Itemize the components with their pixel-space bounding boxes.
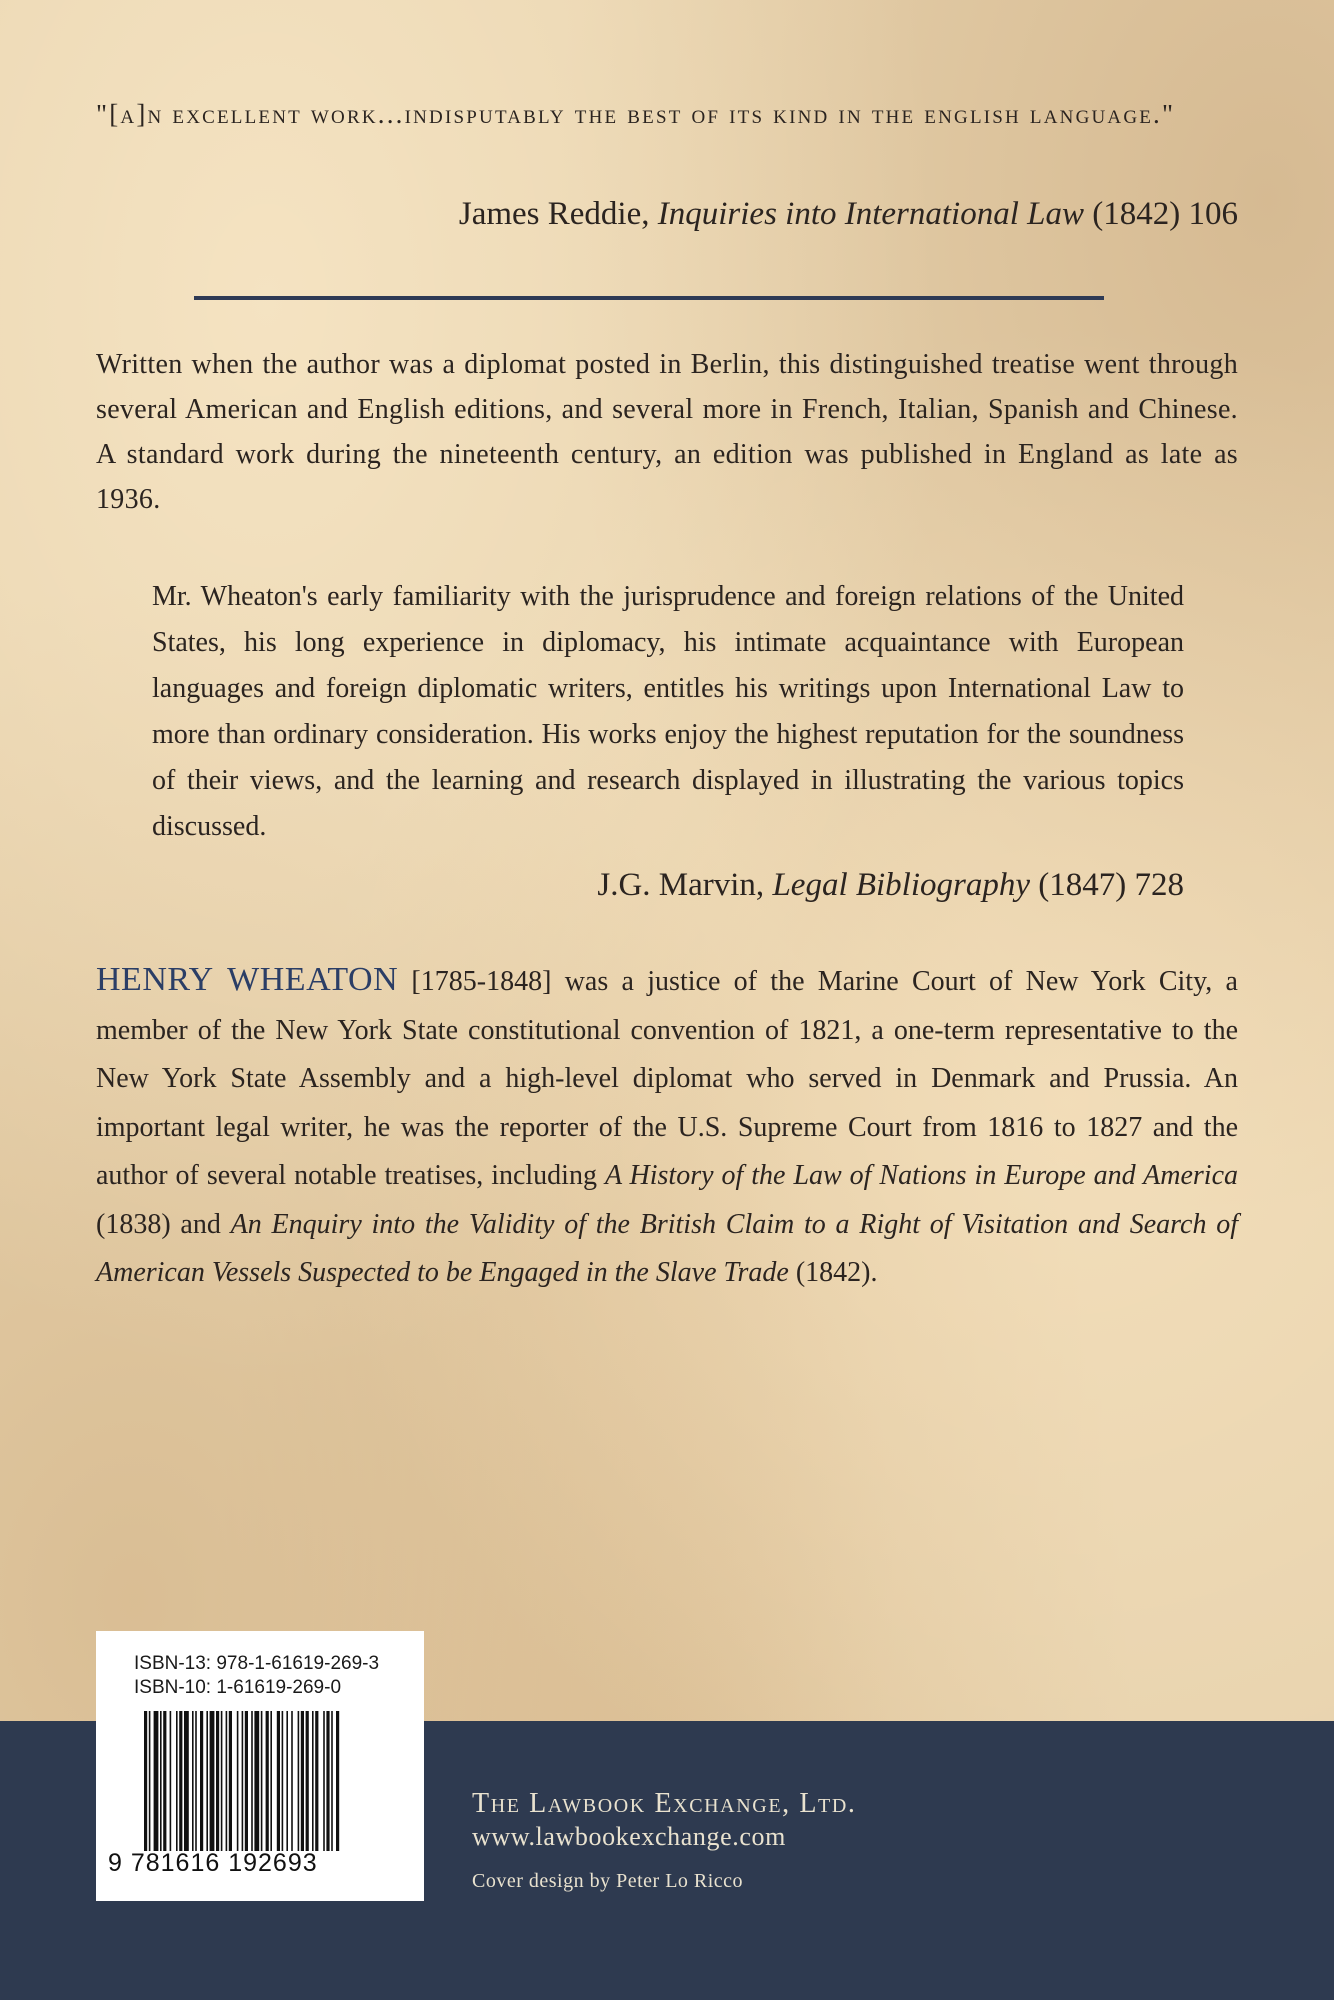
attribution-year-page: (1842) 106	[1084, 196, 1238, 232]
attribution-author: J.G. Marvin,	[597, 867, 773, 903]
barcode-bar	[184, 1711, 189, 1851]
barcode-panel	[96, 1631, 424, 1901]
attribution-title: Inquiries into International Law	[657, 196, 1085, 232]
barcode-bar	[315, 1711, 318, 1851]
book-description: Written when the author was a diplomat posted in Berlin, this distinguished treatise went through several American and English editions, and several more in French, Italian, Spanish and Chinese. A standard work during the nineteenth century, an edition was published in England as late as 1936.	[96, 349, 1238, 515]
barcode-bar	[298, 1711, 300, 1851]
barcode-bar	[282, 1711, 284, 1851]
barcode-bar	[170, 1711, 172, 1851]
publisher-url: www.lawbookexchange.com	[472, 1822, 786, 1851]
bio-title-1: A History of the Law of Nations in Europe and America	[604, 1160, 1238, 1191]
barcode-bar	[160, 1711, 162, 1851]
barcode-digits: 9 781616 192693	[108, 1849, 318, 1877]
barcode-bar	[149, 1711, 151, 1851]
barcode-bar	[154, 1711, 159, 1851]
barcode-bar	[245, 1711, 248, 1851]
barcode-bar	[242, 1711, 244, 1851]
bio-text-3: (1842).	[788, 1257, 878, 1288]
review-attribution-marvin	[597, 867, 1184, 904]
bio-text-2: (1838) and	[96, 1208, 231, 1240]
barcode-bar	[195, 1711, 197, 1851]
cover-design-credit: Cover design by Peter Lo Ricco	[472, 1870, 744, 1892]
barcode-bar	[210, 1711, 215, 1851]
review-quote-text: "[a]n excellent work...indisputably the best of its kind in the english language."	[96, 99, 1176, 129]
divider-rule	[194, 296, 1104, 300]
review-attribution-reddie	[459, 196, 1238, 233]
barcode-bar	[229, 1711, 232, 1851]
barcode-bar	[179, 1711, 182, 1851]
barcode-bar	[163, 1711, 166, 1851]
isbn-13: ISBN-13: 978-1-61619-269-3	[134, 1653, 380, 1674]
barcode-bar	[216, 1711, 219, 1851]
barcode-icon	[144, 1711, 388, 1851]
barcode-bar	[301, 1711, 304, 1851]
bio-title-2: An Enquiry into the Validity of the British Claim to a Right of Visitation and Search of American Vessels Suspected to be Engaged in the Slave Trade	[96, 1208, 1239, 1288]
author-name: HENRY WHEATON	[96, 961, 399, 998]
barcode-bar	[266, 1711, 269, 1851]
barcode-bar	[291, 1711, 293, 1851]
attribution-author: James Reddie,	[458, 196, 658, 232]
barcode-bar	[226, 1711, 228, 1851]
barcode-bar	[326, 1711, 329, 1851]
barcode-bar	[251, 1711, 253, 1851]
barcode-bar	[200, 1711, 203, 1851]
publisher-name: The Lawbook Exchange, Ltd.	[472, 1788, 857, 1819]
barcode-bar	[331, 1711, 333, 1851]
barcode-bar	[270, 1711, 272, 1851]
barcode-bar	[237, 1711, 239, 1851]
review-quote-marvin: Mr. Wheaton's early familiarity with the jurisprudence and foreign relations of the United States, his long experience in diplomacy, his intimate acquaintance with European languages and foreign diplomatic writers, entitles his writings upon International Law to more than ordinary consideration. His works enjoy the highest reputation for the soundness of their views, and the learning and research displayed in illustrating the various topics discussed.	[152, 581, 1184, 842]
barcode-bar	[312, 1711, 314, 1851]
review-quote-reddie	[96, 92, 1238, 136]
barcode-bar	[221, 1711, 223, 1851]
barcode-bar	[286, 1711, 288, 1851]
barcode-bar	[176, 1711, 178, 1851]
isbn-10: ISBN-10: 1-61619-269-0	[134, 1677, 342, 1698]
barcode-bar	[261, 1711, 263, 1851]
barcode-bar	[336, 1711, 339, 1851]
barcode-bar	[277, 1711, 280, 1851]
attribution-year-page: (1847) 728	[1030, 867, 1184, 903]
barcode-bar	[192, 1711, 194, 1851]
barcode-bar	[306, 1711, 309, 1851]
barcode-bar	[254, 1711, 259, 1851]
barcode-bar	[144, 1711, 147, 1851]
barcode-bar	[206, 1711, 208, 1851]
author-biography	[96, 956, 1238, 1298]
publisher-info	[472, 1788, 857, 1893]
bio-text-1: [1785-1848] was a justice of the Marine Court of New York City, a member of the New York State constitutional convention of 1821, a one-term representative to the New York State Assembly and a high-level diplomat who served in Denmark and Prussia. An important legal writer, he was the reporter of the U.S. Supreme Court from 1816 to 1827 and the author of several notable treatises, including	[96, 966, 1238, 1191]
barcode-bar	[323, 1711, 325, 1851]
attribution-title: Legal Bibliography	[772, 867, 1031, 903]
